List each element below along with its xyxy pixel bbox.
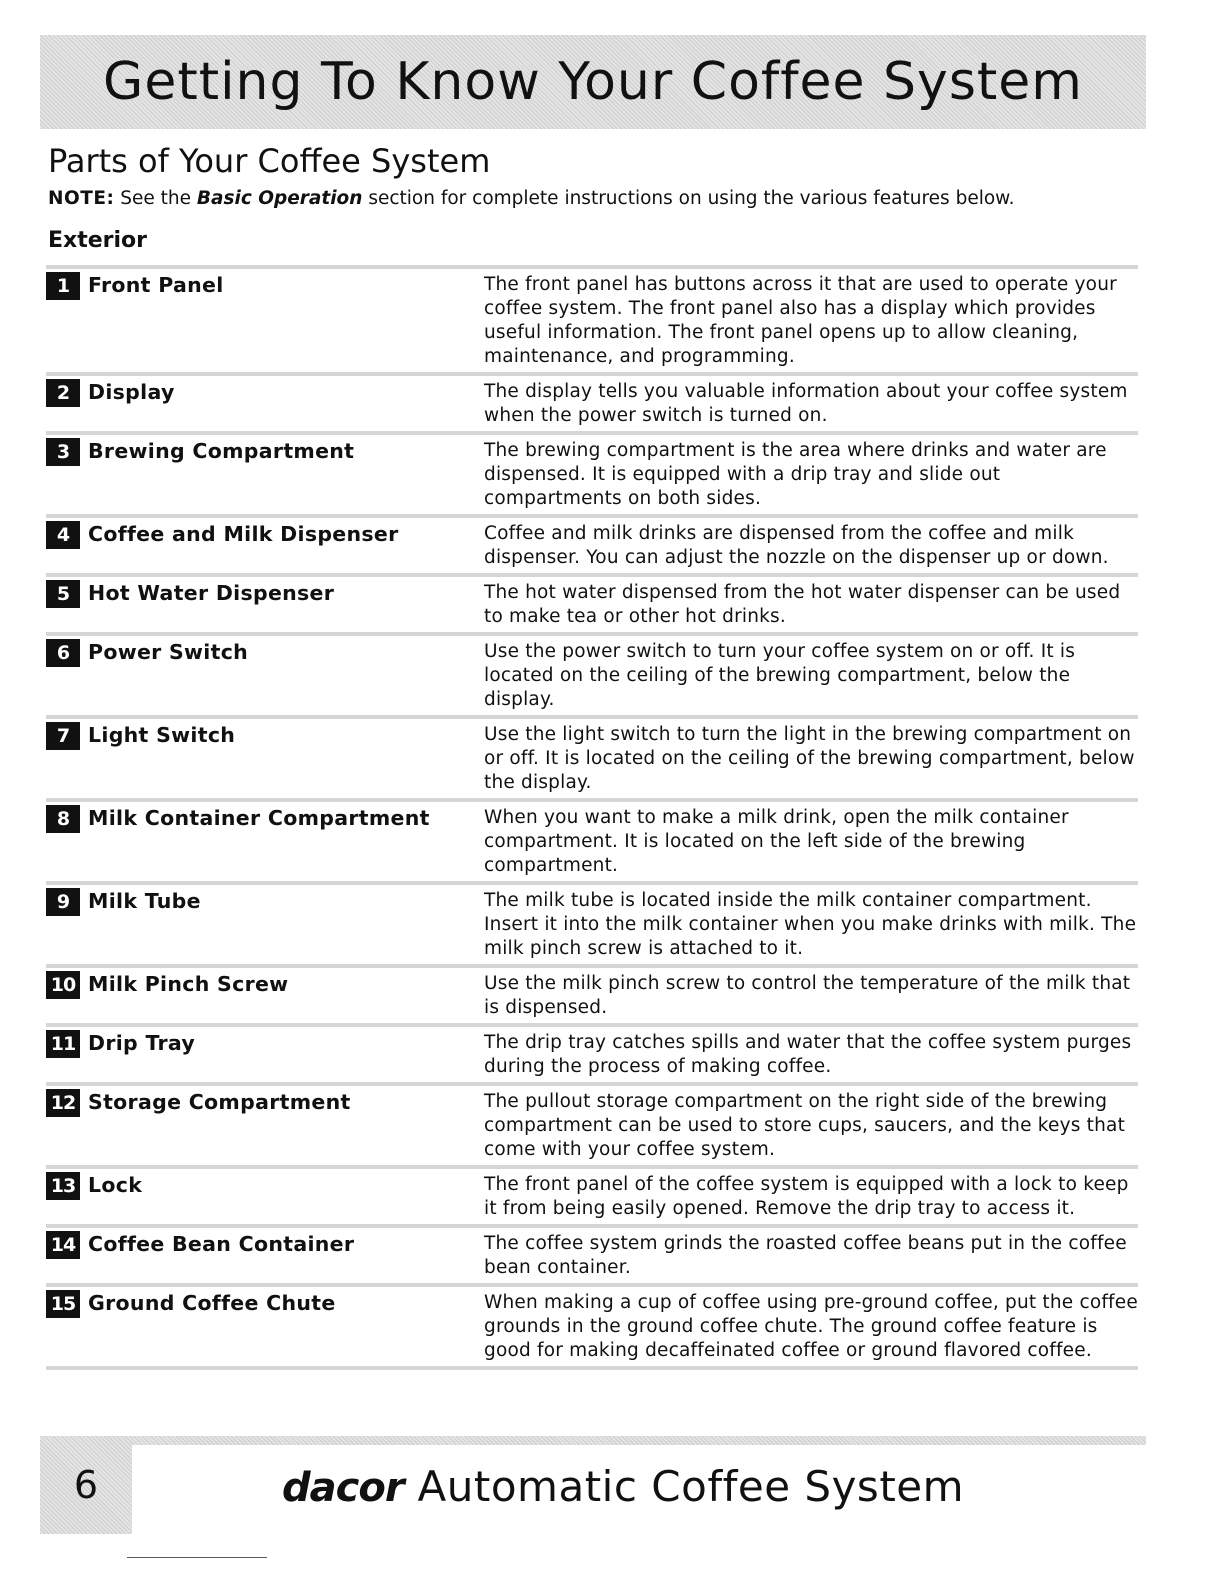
part-number-badge: 11 xyxy=(46,1030,80,1058)
part-number-badge: 12 xyxy=(46,1089,80,1117)
note-reference: Basic Operation xyxy=(196,188,363,209)
part-name-cell xyxy=(46,1288,484,1363)
bottom-link-underline xyxy=(127,1557,267,1558)
note-text-after: section for complete instructions on using the various features below. xyxy=(362,188,1015,209)
part-name: Hot Water Dispenser xyxy=(88,581,335,605)
part-row xyxy=(46,1023,1138,1082)
part-name-cell xyxy=(46,1028,484,1079)
part-row xyxy=(46,265,1138,372)
part-description: When making a cup of coffee using pre-ground coffee, put the coffee grounds in the ground coffee chute. The ground coffee feature is good for making decaffeinated coffee or ground flavored coffee. xyxy=(484,1292,1138,1361)
part-description: The front panel of the coffee system is equipped with a lock to keep it from being easily opened. Remove the drip tray to access it. xyxy=(484,1174,1129,1219)
part-description: When you want to make a milk drink, open the milk container compartment. It is located on the left side of the brewing compartment. xyxy=(484,807,1069,876)
part-name-cell xyxy=(46,377,484,428)
part-description: The coffee system grinds the roasted coffee beans put in the coffee bean container. xyxy=(484,1233,1127,1278)
part-description: The display tells you valuable information about your coffee system when the power switch is turned on. xyxy=(484,381,1128,426)
part-name-cell xyxy=(46,270,484,369)
part-name: Front Panel xyxy=(88,273,224,297)
part-description: Use the power switch to turn your coffee system on or off. It is located on the ceiling of the brewing compartment, below the display. xyxy=(484,641,1076,710)
part-row xyxy=(46,1165,1138,1224)
part-row xyxy=(46,715,1138,798)
product-name: Automatic Coffee System xyxy=(417,1462,965,1511)
part-description: The pullout storage compartment on the right side of the brewing compartment can be used to store cups, saucers, and the keys that come with your coffee system. xyxy=(484,1091,1126,1160)
part-name: Brewing Compartment xyxy=(88,439,355,463)
note-label: NOTE: xyxy=(48,188,115,209)
part-description: The milk tube is located inside the milk container compartment. Insert it into the milk container when you make drinks with milk. The milk pinch screw is attached to it. xyxy=(484,890,1137,959)
part-name: Coffee and Milk Dispenser xyxy=(88,522,399,546)
footer-title xyxy=(282,1462,964,1511)
page-number-box xyxy=(40,1436,132,1534)
note xyxy=(48,188,1014,209)
part-number-badge: 1 xyxy=(46,272,80,300)
part-name: Storage Compartment xyxy=(88,1090,351,1114)
part-description: Coffee and milk drinks are dispensed from the coffee and milk dispenser. You can adjust the nozzle on the dispenser up or down. xyxy=(484,523,1109,568)
part-number-badge: 3 xyxy=(46,438,80,466)
part-row xyxy=(46,1224,1138,1283)
part-row xyxy=(46,632,1138,715)
part-name-cell xyxy=(46,720,484,795)
part-row xyxy=(46,573,1138,632)
part-name: Drip Tray xyxy=(88,1031,196,1055)
note-text-before: See the xyxy=(114,188,197,209)
part-name: Light Switch xyxy=(88,723,236,747)
section-heading: Exterior xyxy=(48,228,148,253)
part-name-cell xyxy=(46,1170,484,1221)
part-description: The hot water dispensed from the hot water dispenser can be used to make tea or other hot drinks. xyxy=(484,582,1121,627)
part-description: Use the light switch to turn the light in the brewing compartment on or off. It is located on the ceiling of the brewing compartment, below the display. xyxy=(484,724,1135,793)
part-name-cell xyxy=(46,1229,484,1280)
part-name: Power Switch xyxy=(88,640,249,664)
parts-list xyxy=(46,265,1138,1370)
part-number-badge: 9 xyxy=(46,888,80,916)
part-description: The front panel has buttons across it that are used to operate your coffee system. The front panel also has a display which provides useful information. The front panel opens up to allow cleaning, maintenance, and programming. xyxy=(484,274,1117,367)
part-number-badge: 15 xyxy=(46,1290,80,1318)
part-description: Use the milk pinch screw to control the temperature of the milk that is dispensed. xyxy=(484,973,1131,1018)
part-name-cell xyxy=(46,803,484,878)
part-row xyxy=(46,1283,1138,1366)
part-name-cell xyxy=(46,436,484,511)
part-number-badge: 10 xyxy=(46,971,80,999)
part-row xyxy=(46,881,1138,964)
part-name: Milk Container Compartment xyxy=(88,806,430,830)
part-name-cell xyxy=(46,578,484,629)
part-number-badge: 7 xyxy=(46,722,80,750)
part-name: Display xyxy=(88,380,175,404)
brand-logo: dacor xyxy=(282,1465,404,1511)
part-row xyxy=(46,431,1138,514)
part-description: The brewing compartment is the area where drinks and water are dispensed. It is equipped with a drip tray and slide out compartments on both sides. xyxy=(484,440,1107,509)
part-name-cell xyxy=(46,886,484,961)
part-number-badge: 4 xyxy=(46,521,80,549)
footer-rule xyxy=(40,1436,1146,1445)
part-name-cell xyxy=(46,1087,484,1162)
title-banner xyxy=(40,35,1146,129)
section-subtitle: Parts of Your Coffee System xyxy=(48,142,491,180)
page-title: Getting To Know Your Coffee System xyxy=(103,52,1083,112)
part-name: Milk Tube xyxy=(88,889,201,913)
part-name-cell xyxy=(46,637,484,712)
part-number-badge: 13 xyxy=(46,1172,80,1200)
part-name: Milk Pinch Screw xyxy=(88,972,289,996)
part-name: Ground Coffee Chute xyxy=(88,1291,336,1315)
part-number-badge: 6 xyxy=(46,639,80,667)
part-name: Lock xyxy=(88,1173,143,1197)
part-description: The drip tray catches spills and water that the coffee system purges during the process of making coffee. xyxy=(484,1032,1132,1077)
part-number-badge: 2 xyxy=(46,379,80,407)
part-name-cell xyxy=(46,519,484,570)
part-row xyxy=(46,514,1138,573)
part-name-cell xyxy=(46,969,484,1020)
part-name: Coffee Bean Container xyxy=(88,1232,355,1256)
part-row xyxy=(46,964,1138,1023)
part-row xyxy=(46,798,1138,881)
part-number-badge: 5 xyxy=(46,580,80,608)
part-number-badge: 14 xyxy=(46,1231,80,1259)
page-number: 6 xyxy=(73,1463,99,1507)
part-row xyxy=(46,372,1138,431)
part-row xyxy=(46,1082,1138,1165)
part-number-badge: 8 xyxy=(46,805,80,833)
